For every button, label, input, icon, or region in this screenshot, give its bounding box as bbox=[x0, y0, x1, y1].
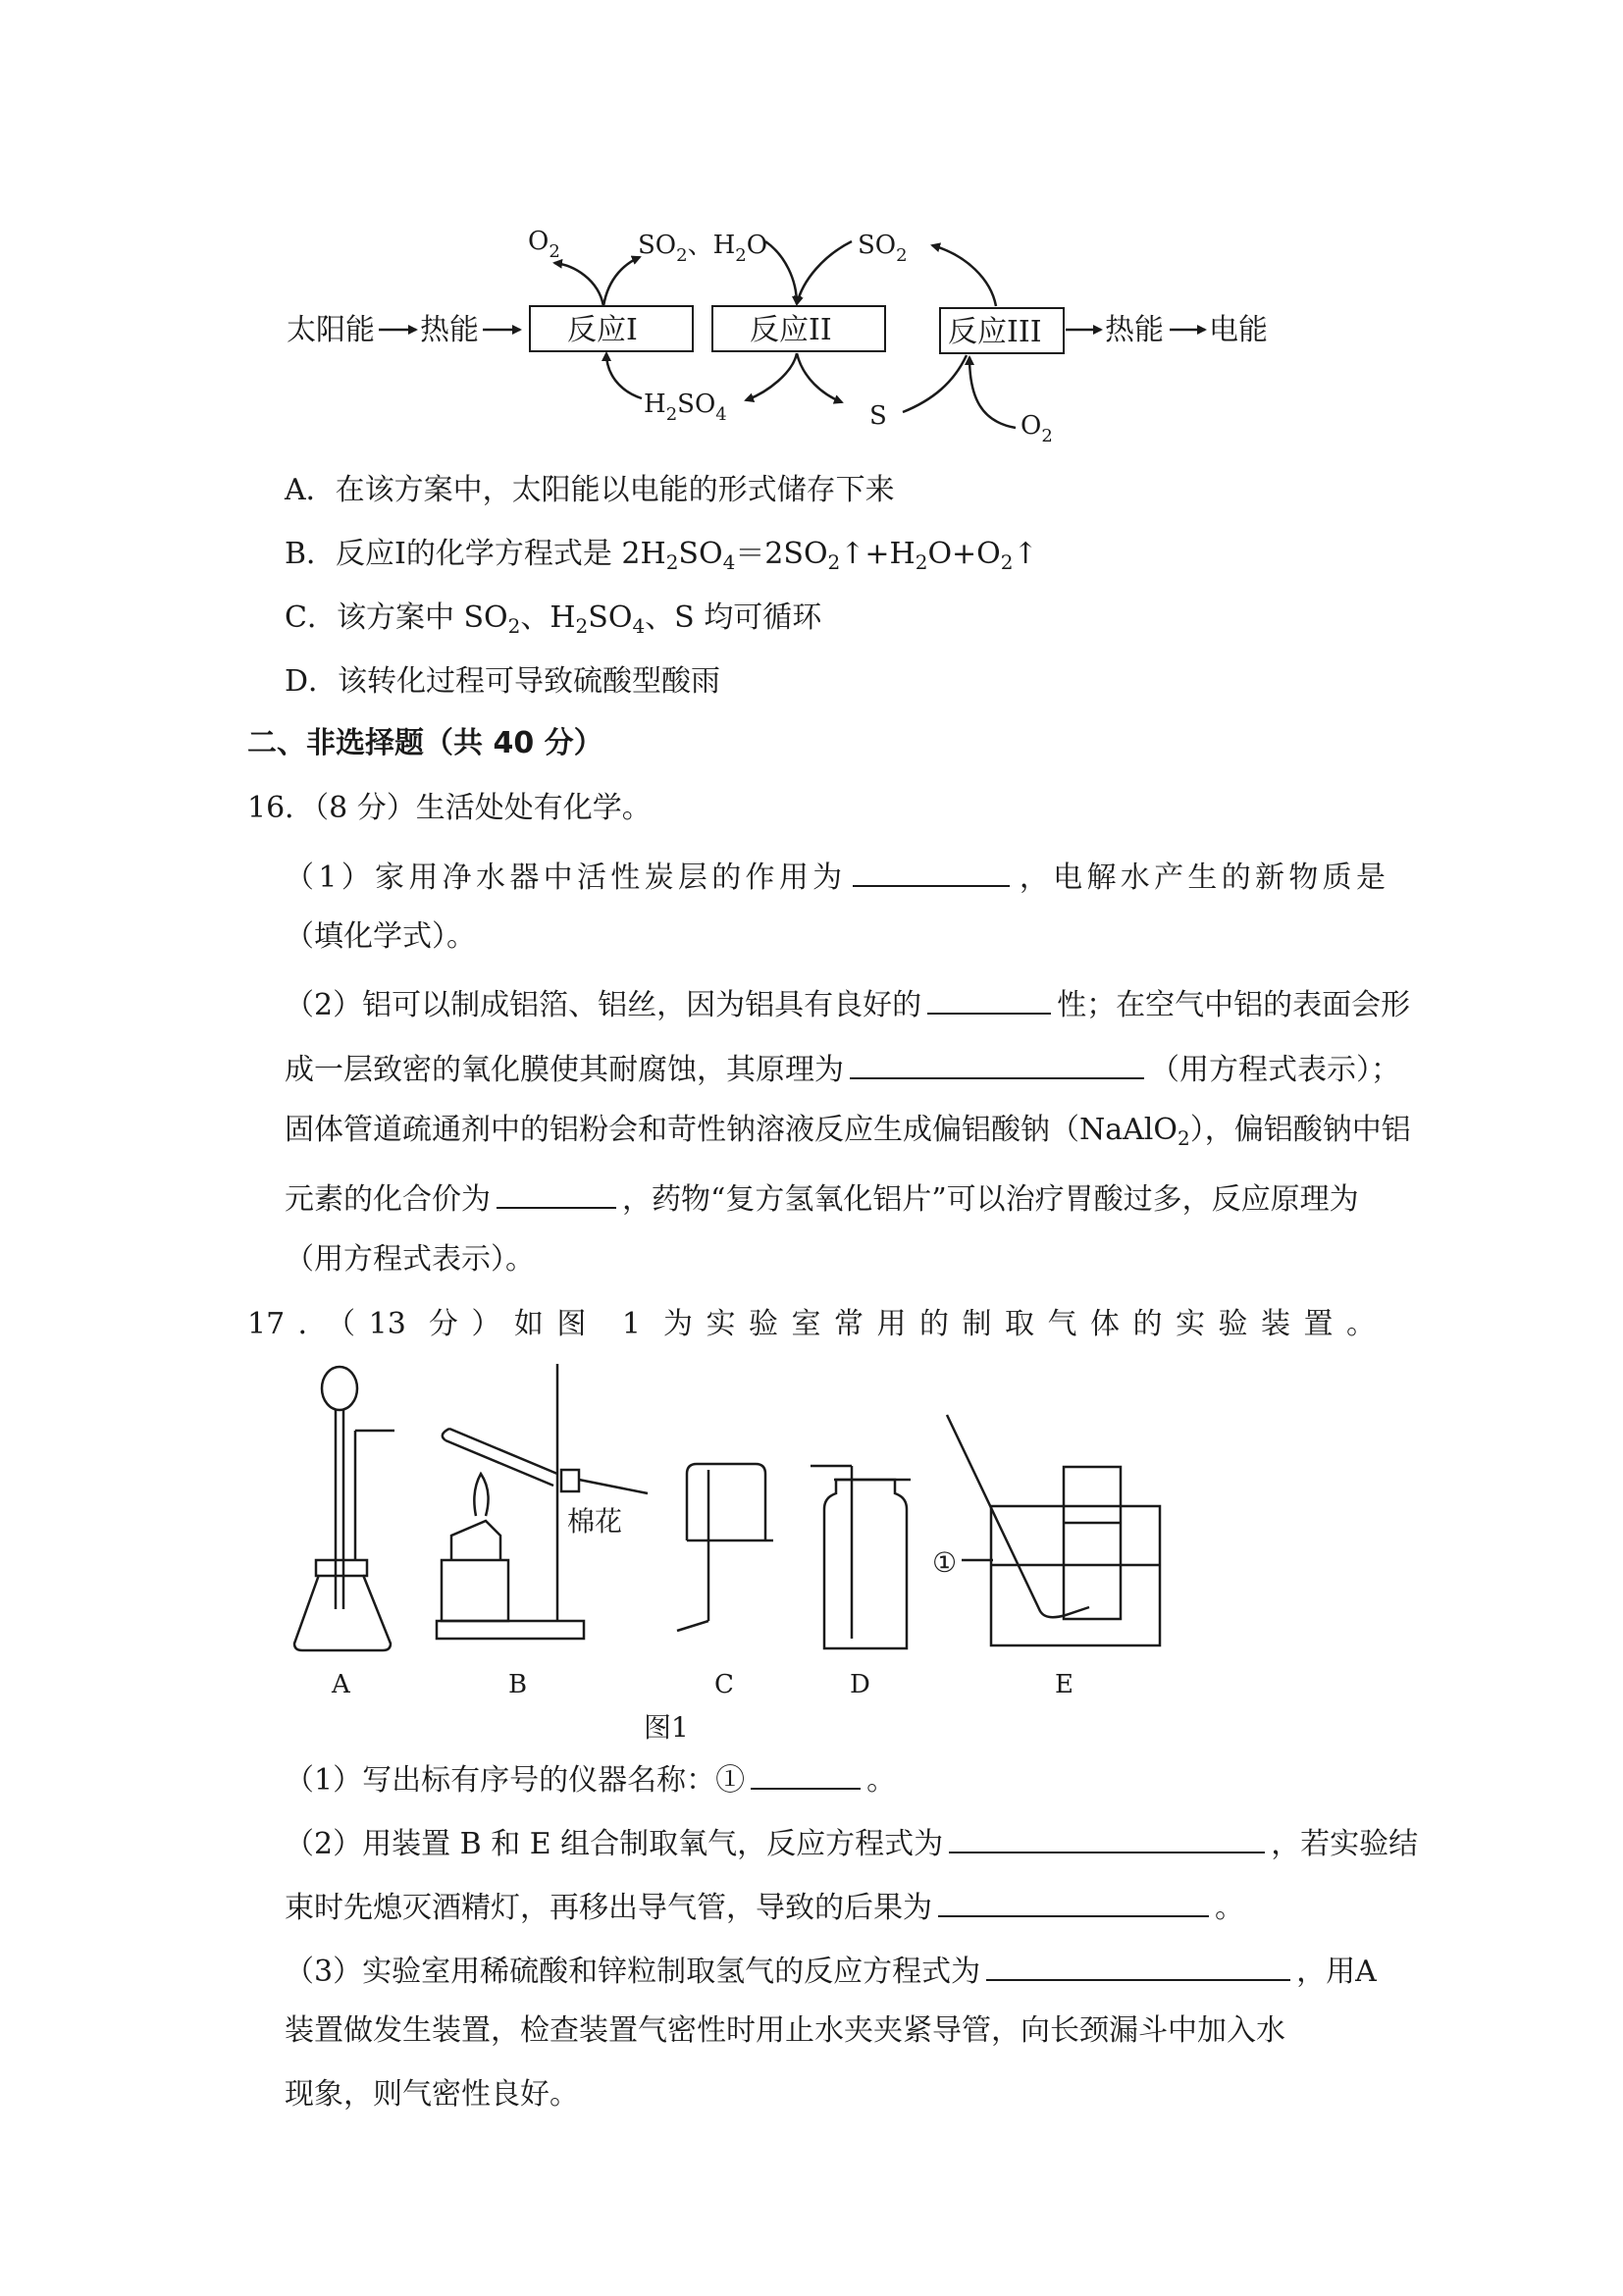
q16-blank-2[interactable] bbox=[927, 981, 1051, 1015]
reaction-cycle-diagram bbox=[0, 0, 1623, 461]
arc-o2-to-reaction3 bbox=[969, 357, 1016, 428]
apparatus-d-drawing bbox=[811, 1466, 911, 1648]
arc-so2-h2o-to-reaction2 bbox=[765, 241, 797, 304]
q16-blank-1[interactable] bbox=[853, 854, 1010, 887]
o2-top-label: $O_2$ bbox=[528, 227, 560, 262]
q17-part3-line1: （3）实验室用稀硫酸和锌粒制取氢气的反应方程式为 ，用A bbox=[285, 1948, 1377, 1992]
arc-sulfur-to-reaction3 bbox=[903, 355, 967, 412]
option-a: A．在该方案中，太阳能以电能的形式储存下来 bbox=[285, 473, 895, 507]
arc-reaction2-to-h2so4 bbox=[746, 353, 797, 400]
q16-part2-line5: （用方程式表示）。 bbox=[285, 1242, 535, 1277]
q16-blank-4[interactable] bbox=[497, 1175, 616, 1209]
q16-part2-line2: 成一层致密的氧化膜使其耐腐蚀，其原理为 （用方程式表示）； bbox=[285, 1046, 1400, 1090]
q16-part1-line2: （填化学式）。 bbox=[285, 919, 476, 954]
q16-part2-line3: 固体管道疏通剂中的铝粉会和苛性钠溶液反应生成偏铝酸钠（NaAlO$_2$），偏铝酸钠中铝 bbox=[285, 1113, 1411, 1150]
reaction1-label: 反应I bbox=[567, 313, 638, 347]
apparatus-e-drawing bbox=[947, 1415, 1160, 1645]
q17-blank-4[interactable] bbox=[986, 1948, 1290, 1981]
apparatus-a-drawing bbox=[294, 1367, 394, 1650]
q17-blank-1[interactable] bbox=[751, 1756, 861, 1790]
q16-blank-3[interactable] bbox=[850, 1046, 1144, 1079]
apparatus-e-label: E bbox=[1055, 1670, 1073, 1699]
reaction2-label: 反应II bbox=[750, 313, 832, 347]
option-c: C．该方案中 $SO_2$、$H_2SO_4$、S 均可循环 bbox=[285, 600, 822, 638]
q17-blank-2[interactable] bbox=[949, 1820, 1265, 1853]
apparatus-b-drawing bbox=[437, 1364, 648, 1639]
q16-part2-line4: 元素的化合价为 ，药物“复方氢氧化铝片”可以治疗胃酸过多，反应原理为 bbox=[285, 1175, 1359, 1220]
apparatus-d-label: D bbox=[850, 1670, 870, 1699]
apparatus-c-label: C bbox=[714, 1670, 734, 1699]
o2-bottom-label: $O_2$ bbox=[1021, 411, 1053, 446]
apparatus-a-label: A bbox=[332, 1670, 350, 1699]
arc-reaction2-to-sulfur bbox=[797, 353, 842, 402]
arc-reaction1-to-o2 bbox=[554, 263, 603, 306]
apparatus-c-drawing bbox=[677, 1464, 773, 1631]
apparatus-b-label: B bbox=[508, 1670, 528, 1699]
heat-energy-label-2: 热能 bbox=[1105, 313, 1164, 347]
circle-1-label: ① bbox=[932, 1546, 958, 1579]
solar-energy-label: 太阳能 bbox=[287, 313, 375, 347]
q16-part2-line1: （2）铝可以制成铝箔、铝丝，因为铝具有良好的 性；在空气中铝的表面会形 bbox=[285, 981, 1410, 1025]
q17-part2-line1: （2）用装置 B 和 E 组合制取氧气，反应方程式为 ，若实验结 bbox=[285, 1820, 1418, 1864]
option-d: D．该转化过程可导致硫酸型酸雨 bbox=[285, 664, 721, 699]
option-b: B．反应Ⅰ的化学方程式是 $2H_2SO_4=2SO_2↑+H_2O+O_2↑$ bbox=[285, 537, 1038, 574]
electricity-label: 电能 bbox=[1209, 313, 1268, 347]
arc-reaction1-to-so2-h2o bbox=[603, 257, 640, 306]
h2so4-label: $H_2SO_4$ bbox=[644, 390, 727, 425]
q17-part1: （1）写出标有序号的仪器名称：① 。 bbox=[285, 1756, 896, 1800]
so2-h2o-label: $SO_2$、$H_2O$ bbox=[638, 231, 768, 266]
q17-part2-line2: 束时先熄灭酒精灯，再移出导气管，导致的后果为 。 bbox=[285, 1884, 1244, 1928]
arc-h2so4-to-reaction1 bbox=[606, 353, 642, 398]
q17-blank-3[interactable] bbox=[938, 1884, 1209, 1917]
cotton-label: 棉花 bbox=[567, 1505, 623, 1538]
figure-1-caption: 图1 bbox=[644, 1711, 689, 1744]
q17-part3-line2: 装置做发生装置，检查装置气密性时用止水夹夹紧导管，向长颈漏斗中加入水 bbox=[285, 2013, 1285, 2048]
arc-so2-to-reaction2 bbox=[797, 241, 852, 304]
apparatus-figure-1 bbox=[0, 1364, 1623, 1747]
sulfur-label: S bbox=[869, 401, 887, 431]
q17-stem: 17．（13 分）如图 1 为实验室常用的制取气体的实验装置。 bbox=[247, 1307, 1376, 1341]
q16-stem: 16．（8 分）生活处处有化学。 bbox=[247, 791, 652, 825]
reaction3-label: 反应III bbox=[948, 315, 1042, 349]
q17-part3-line3: 现象，则气密性良好。 bbox=[285, 2077, 579, 2112]
arc-reaction3-to-so2 bbox=[932, 245, 996, 306]
section-heading: 二、非选择题（共 40 分） bbox=[247, 726, 603, 760]
heat-energy-label: 热能 bbox=[420, 313, 479, 347]
q16-part1-line1: （1）家用净水器中活性炭层的作用为 ，电解水产生的新物质是 bbox=[285, 854, 1386, 898]
so2-right-label: $SO_2$ bbox=[858, 231, 908, 266]
